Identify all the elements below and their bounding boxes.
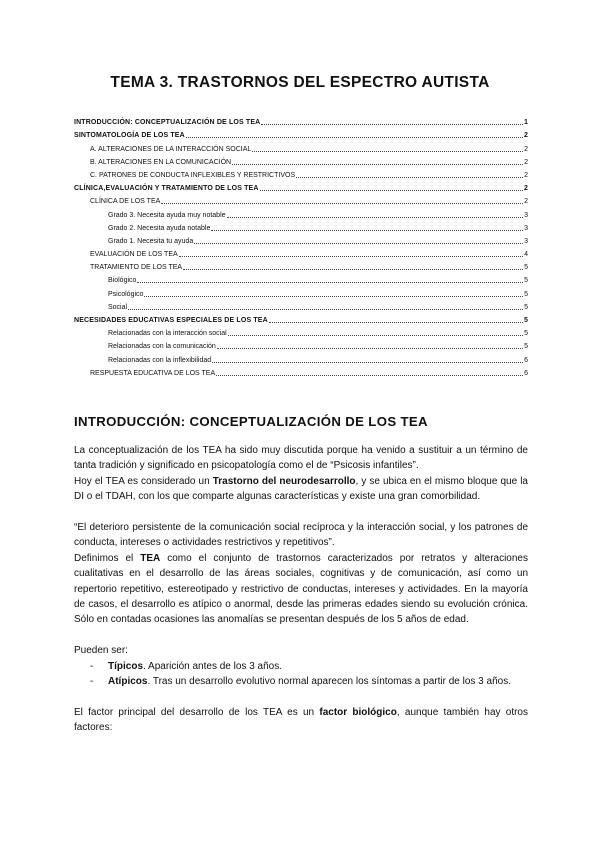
toc-page-number: 2 bbox=[524, 158, 528, 166]
toc-leader bbox=[186, 136, 523, 138]
toc-leader bbox=[144, 295, 523, 297]
toc-entry[interactable] bbox=[74, 180, 528, 193]
toc-entry[interactable] bbox=[74, 233, 528, 246]
bold-term: Típicos bbox=[108, 660, 144, 672]
text-run: Definimos el bbox=[74, 552, 141, 564]
toc-entry[interactable] bbox=[74, 272, 528, 285]
toc-entry[interactable] bbox=[74, 246, 528, 259]
text-run: El factor principal del desarrollo de los TEA es un bbox=[74, 706, 320, 718]
toc-page-number: 5 bbox=[524, 290, 528, 298]
list-dash: - bbox=[90, 660, 94, 672]
toc-entry[interactable] bbox=[74, 114, 528, 127]
toc-entry-text: INTRODUCCIÓN: CONCEPTUALIZACIÓN DE LOS TEA bbox=[74, 119, 261, 127]
text-run: como el conjunto de trastornos caracterizados por retratos y alteraciones cualitativas en el desarrollo de las áreas sociales, cognitivas y de comunicación, así como un repertorio repetitivo, estereotipado y restrictivo de conductas, intereses y actividades. En la mayoría de casos, el desarrollo es atípico o anormal, desde las primeras edades siendo su evolución crónica. Sólo en contadas ocasiones las anomalías se presentan después de los 5 años de edad. bbox=[74, 552, 528, 626]
toc-entry-text: CLÍNICA,EVALUACIÓN Y TRATAMIENTO DE LOS TEA bbox=[74, 185, 259, 193]
quote-paragraph: “El deterioro persistente de la comunicación social recíproca y la interacción social, y los patrones de conducta, intereses o actividades restrictivos y repetitivos”. bbox=[74, 522, 528, 549]
toc-entry[interactable] bbox=[74, 312, 528, 325]
toc-entry[interactable] bbox=[74, 259, 528, 272]
toc-page-number: 3 bbox=[524, 211, 528, 219]
toc-page-number: 2 bbox=[524, 198, 528, 206]
toc-entry[interactable] bbox=[74, 299, 528, 312]
toc-page-number: 2 bbox=[524, 171, 528, 179]
toc-entry[interactable] bbox=[74, 365, 528, 378]
toc-entry[interactable] bbox=[74, 140, 528, 153]
type-list bbox=[74, 659, 528, 690]
section-heading: INTRODUCCIÓN: CONCEPTUALIZACIÓN DE LOS TEA bbox=[74, 414, 428, 429]
toc-page-number: 5 bbox=[524, 330, 528, 338]
toc-leader bbox=[228, 334, 523, 336]
toc-entry-text: TRATAMIENTO DE LOS TEA bbox=[90, 264, 183, 272]
toc-entry-text: NECESIDADES EDUCATIVAS ESPECIALES DE LOS TEA bbox=[74, 317, 268, 324]
toc-entry-text: A. ALTERACIONES DE LA INTERACCIÓN SOCIAL bbox=[90, 145, 252, 153]
toc-page-number: 5 bbox=[523, 317, 528, 324]
toc-page-number: 5 bbox=[524, 303, 528, 311]
toc-entry-text: CLÍNICA DE LOS TEA bbox=[90, 198, 161, 206]
toc-entry-text: Social bbox=[108, 303, 128, 311]
toc-page-number: 5 bbox=[524, 343, 528, 351]
paragraph bbox=[74, 474, 528, 505]
paragraph: Pueden ser: bbox=[74, 645, 128, 657]
toc-page-number: 1 bbox=[523, 119, 528, 127]
toc-entry[interactable] bbox=[74, 351, 528, 364]
toc-page-number: 4 bbox=[524, 251, 528, 259]
bold-term: TEA bbox=[140, 552, 161, 564]
toc-entry-text: Relacionadas con la inflexibilidad bbox=[108, 356, 212, 364]
spacer bbox=[74, 628, 528, 643]
list-item bbox=[74, 674, 528, 689]
toc-leader bbox=[194, 242, 523, 244]
toc-leader bbox=[260, 189, 523, 191]
text-run: . Tras un desarrollo evolutivo normal aparecen los síntomas a partir de los 3 años. bbox=[147, 676, 511, 688]
paragraph bbox=[74, 705, 528, 736]
toc-leader bbox=[183, 268, 523, 270]
toc-leader bbox=[269, 321, 523, 323]
toc-leader bbox=[217, 347, 523, 349]
toc-leader bbox=[227, 216, 524, 218]
toc-entry[interactable] bbox=[74, 220, 528, 233]
toc-entry-text: Relacionadas con la comunicación bbox=[108, 343, 216, 351]
text-run: Hoy el TEA es considerado un bbox=[74, 475, 213, 487]
toc-entry-text: Grado 2. Necesita ayuda notable bbox=[108, 224, 211, 232]
text-run: . Aparición antes de los 3 años. bbox=[143, 660, 282, 672]
toc-page-number: 2 bbox=[524, 145, 528, 153]
toc-entry-text: RESPUESTA EDUCATIVA DE LOS TEA bbox=[90, 369, 216, 377]
toc-entry-text: B. ALTERACIONES EN LA COMUNICACIÓN bbox=[90, 158, 232, 166]
list-item bbox=[74, 659, 528, 674]
toc-entry[interactable] bbox=[74, 325, 528, 338]
toc-page-number: 2 bbox=[523, 132, 528, 140]
toc-page-number: 2 bbox=[523, 185, 528, 193]
section-body bbox=[74, 443, 528, 736]
bold-term: Trastorno del neurodesarrollo bbox=[212, 475, 356, 487]
toc-leader bbox=[232, 163, 523, 165]
bold-term: factor biológico bbox=[319, 706, 397, 718]
toc-leader bbox=[216, 374, 523, 376]
toc-entry-text: Psicológico bbox=[108, 290, 144, 298]
toc-entry-text: EVALUACIÓN DE LOS TEA bbox=[90, 251, 178, 259]
list-dash: - bbox=[90, 676, 94, 688]
toc-entry-text: Relacionadas con la interacción social bbox=[108, 330, 227, 338]
toc-entry[interactable] bbox=[74, 167, 528, 180]
toc-leader bbox=[212, 361, 523, 363]
toc-entry-text: Grado 3. Necesita ayuda muy notable bbox=[108, 211, 226, 219]
toc-entry[interactable] bbox=[74, 127, 528, 140]
toc-page-number: 3 bbox=[524, 224, 528, 232]
toc-page-number: 6 bbox=[524, 369, 528, 377]
toc-entry[interactable] bbox=[74, 206, 528, 219]
toc-page-number: 5 bbox=[524, 264, 528, 272]
toc-leader bbox=[211, 229, 523, 231]
toc-leader bbox=[252, 150, 523, 152]
toc-page-number: 5 bbox=[524, 277, 528, 285]
toc-entry-text: SINTOMATOLOGÍA DE LOS TEA bbox=[74, 132, 185, 140]
spacer bbox=[74, 689, 528, 704]
document-title: TEMA 3. TRASTORNOS DEL ESPECTRO AUTISTA bbox=[110, 74, 490, 91]
toc-leader bbox=[179, 255, 523, 257]
bold-term: Atípicos bbox=[108, 676, 148, 688]
toc-entry-text: C. PATRONES DE CONDUCTA INFLEXIBLES Y RESTRICTIVOS bbox=[90, 171, 296, 179]
text-run: , aunque también hay otros factores: bbox=[74, 706, 528, 734]
table-of-contents bbox=[74, 114, 528, 378]
paragraph bbox=[74, 551, 528, 628]
toc-leader bbox=[137, 281, 523, 283]
toc-entry[interactable] bbox=[74, 285, 528, 298]
text-run: , y se ubica en el mismo bloque que la DI o el TDAH, con los que comparte algunas características y existe una gran comorbilidad. bbox=[74, 475, 528, 503]
toc-entry-text: Grado 1. Necesita tu ayuda bbox=[108, 237, 194, 245]
toc-entry[interactable] bbox=[74, 154, 528, 167]
toc-leader bbox=[296, 176, 523, 178]
toc-entry[interactable] bbox=[74, 193, 528, 206]
toc-leader bbox=[161, 202, 523, 204]
toc-page-number: 6 bbox=[524, 356, 528, 364]
toc-page-number: 3 bbox=[524, 237, 528, 245]
toc-leader bbox=[261, 123, 523, 125]
paragraph: La conceptualización de los TEA ha sido muy discutida porque ha venido a sustituir a un término de tanta tradición y significado en psicopatología como el de “Psicosis infantiles”. bbox=[74, 445, 528, 472]
toc-entry-text: Biológico bbox=[108, 277, 137, 285]
toc-entry[interactable] bbox=[74, 338, 528, 351]
toc-leader bbox=[128, 308, 523, 310]
spacer bbox=[74, 505, 528, 520]
